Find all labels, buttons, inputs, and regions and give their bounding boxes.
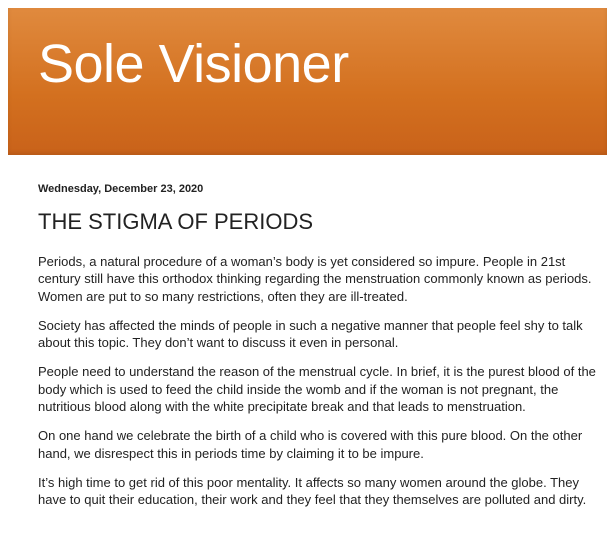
post-date: Wednesday, December 23, 2020 (38, 183, 204, 195)
blog-title-link[interactable]: Sole Visioner (38, 34, 349, 94)
post-paragraph: It’s high time to get rid of this poor mentality. It affects so many women around the globe. They have to quit their education, their work and they feel that they themselves are polluted and dirty. (38, 474, 587, 508)
post-paragraph: Society has affected the minds of people in such a negative manner that people feel shy to talk about this topic. They don’t want to discuss it even in personal. (38, 317, 583, 351)
blog-header (8, 8, 607, 155)
post-title: THE STIGMA OF PERIODS (38, 209, 314, 234)
post-paragraph: Periods, a natural procedure of a woman’s body is yet considered so impure. People in 21st century still have this orthodox thinking regarding the menstruation commonly known as periods. Women are put to so many restrictions, often they are ill-treated. (38, 254, 592, 304)
post-paragraph: People need to understand the reason of the menstrual cycle. In brief, it is the purest blood of the body which is used to feed the child inside the womb and if the woman is not pregnant, the nutritious blood along with the white precipitate break and that leads to menstruation. (38, 364, 596, 415)
post-body (38, 253, 602, 509)
blog-post (38, 182, 602, 521)
post-paragraph: On one hand we celebrate the birth of a child who is covered with this pure blood. On the other hand, we disrespect this in periods time by claiming it to be impure. (38, 428, 583, 461)
